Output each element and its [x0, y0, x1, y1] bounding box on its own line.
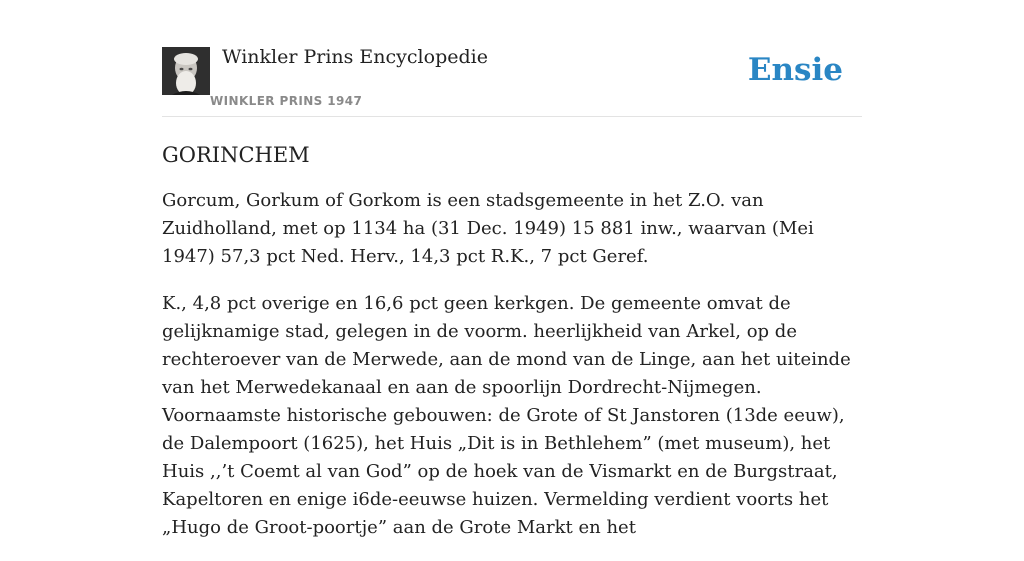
- article: [162, 140, 862, 561]
- avatar[interactable]: [162, 47, 210, 95]
- article-title: GORINCHEM: [162, 143, 310, 167]
- source-header: [162, 0, 862, 117]
- article-paragraph: K., 4,8 pct overige en 16,6 pct geen kerkgen. De gemeente omvat de gelijknamige stad, gelegen in de voorm. heerlijkheid van Arkel, op de rechteroever van de Merwede, aan de mond van de Linge, aan het uiteinde van het Merwedekanaal en aan de spoorlijn Dordrecht-Nijmegen. Voornaamste historische gebouwen: de Grote of St Janstoren (13de eeuw), de Dalempoort (1625), het Huis „Dit is in Bethlehem” (met museum), het Huis ,,’t Coemt al van God” op de hoek van de Vismarkt en de Burgstraat, Kapeltoren en enige i6de-eeuwse huizen. Vermelding verdient voorts het „Hugo de Groot-poortje” aan de Grote Markt en het: [162, 293, 851, 538]
- brand-logo[interactable]: Ensie: [747, 52, 843, 88]
- portrait-icon: [162, 47, 210, 95]
- source-title[interactable]: Winkler Prins Encyclopedie: [222, 46, 488, 68]
- source-subtitle[interactable]: WINKLER PRINS 1947: [210, 94, 363, 108]
- article-paragraph: Gorcum, Gorkum of Gorkom is een stadsgemeente in het Z.O. van Zuidholland, met op 1134 ha (31 Dec. 1949) 15 881 inw., waarvan (Mei 1947) 57,3 pct Ned. Herv., 14,3 pct R.K., 7 pct Geref.: [162, 190, 814, 267]
